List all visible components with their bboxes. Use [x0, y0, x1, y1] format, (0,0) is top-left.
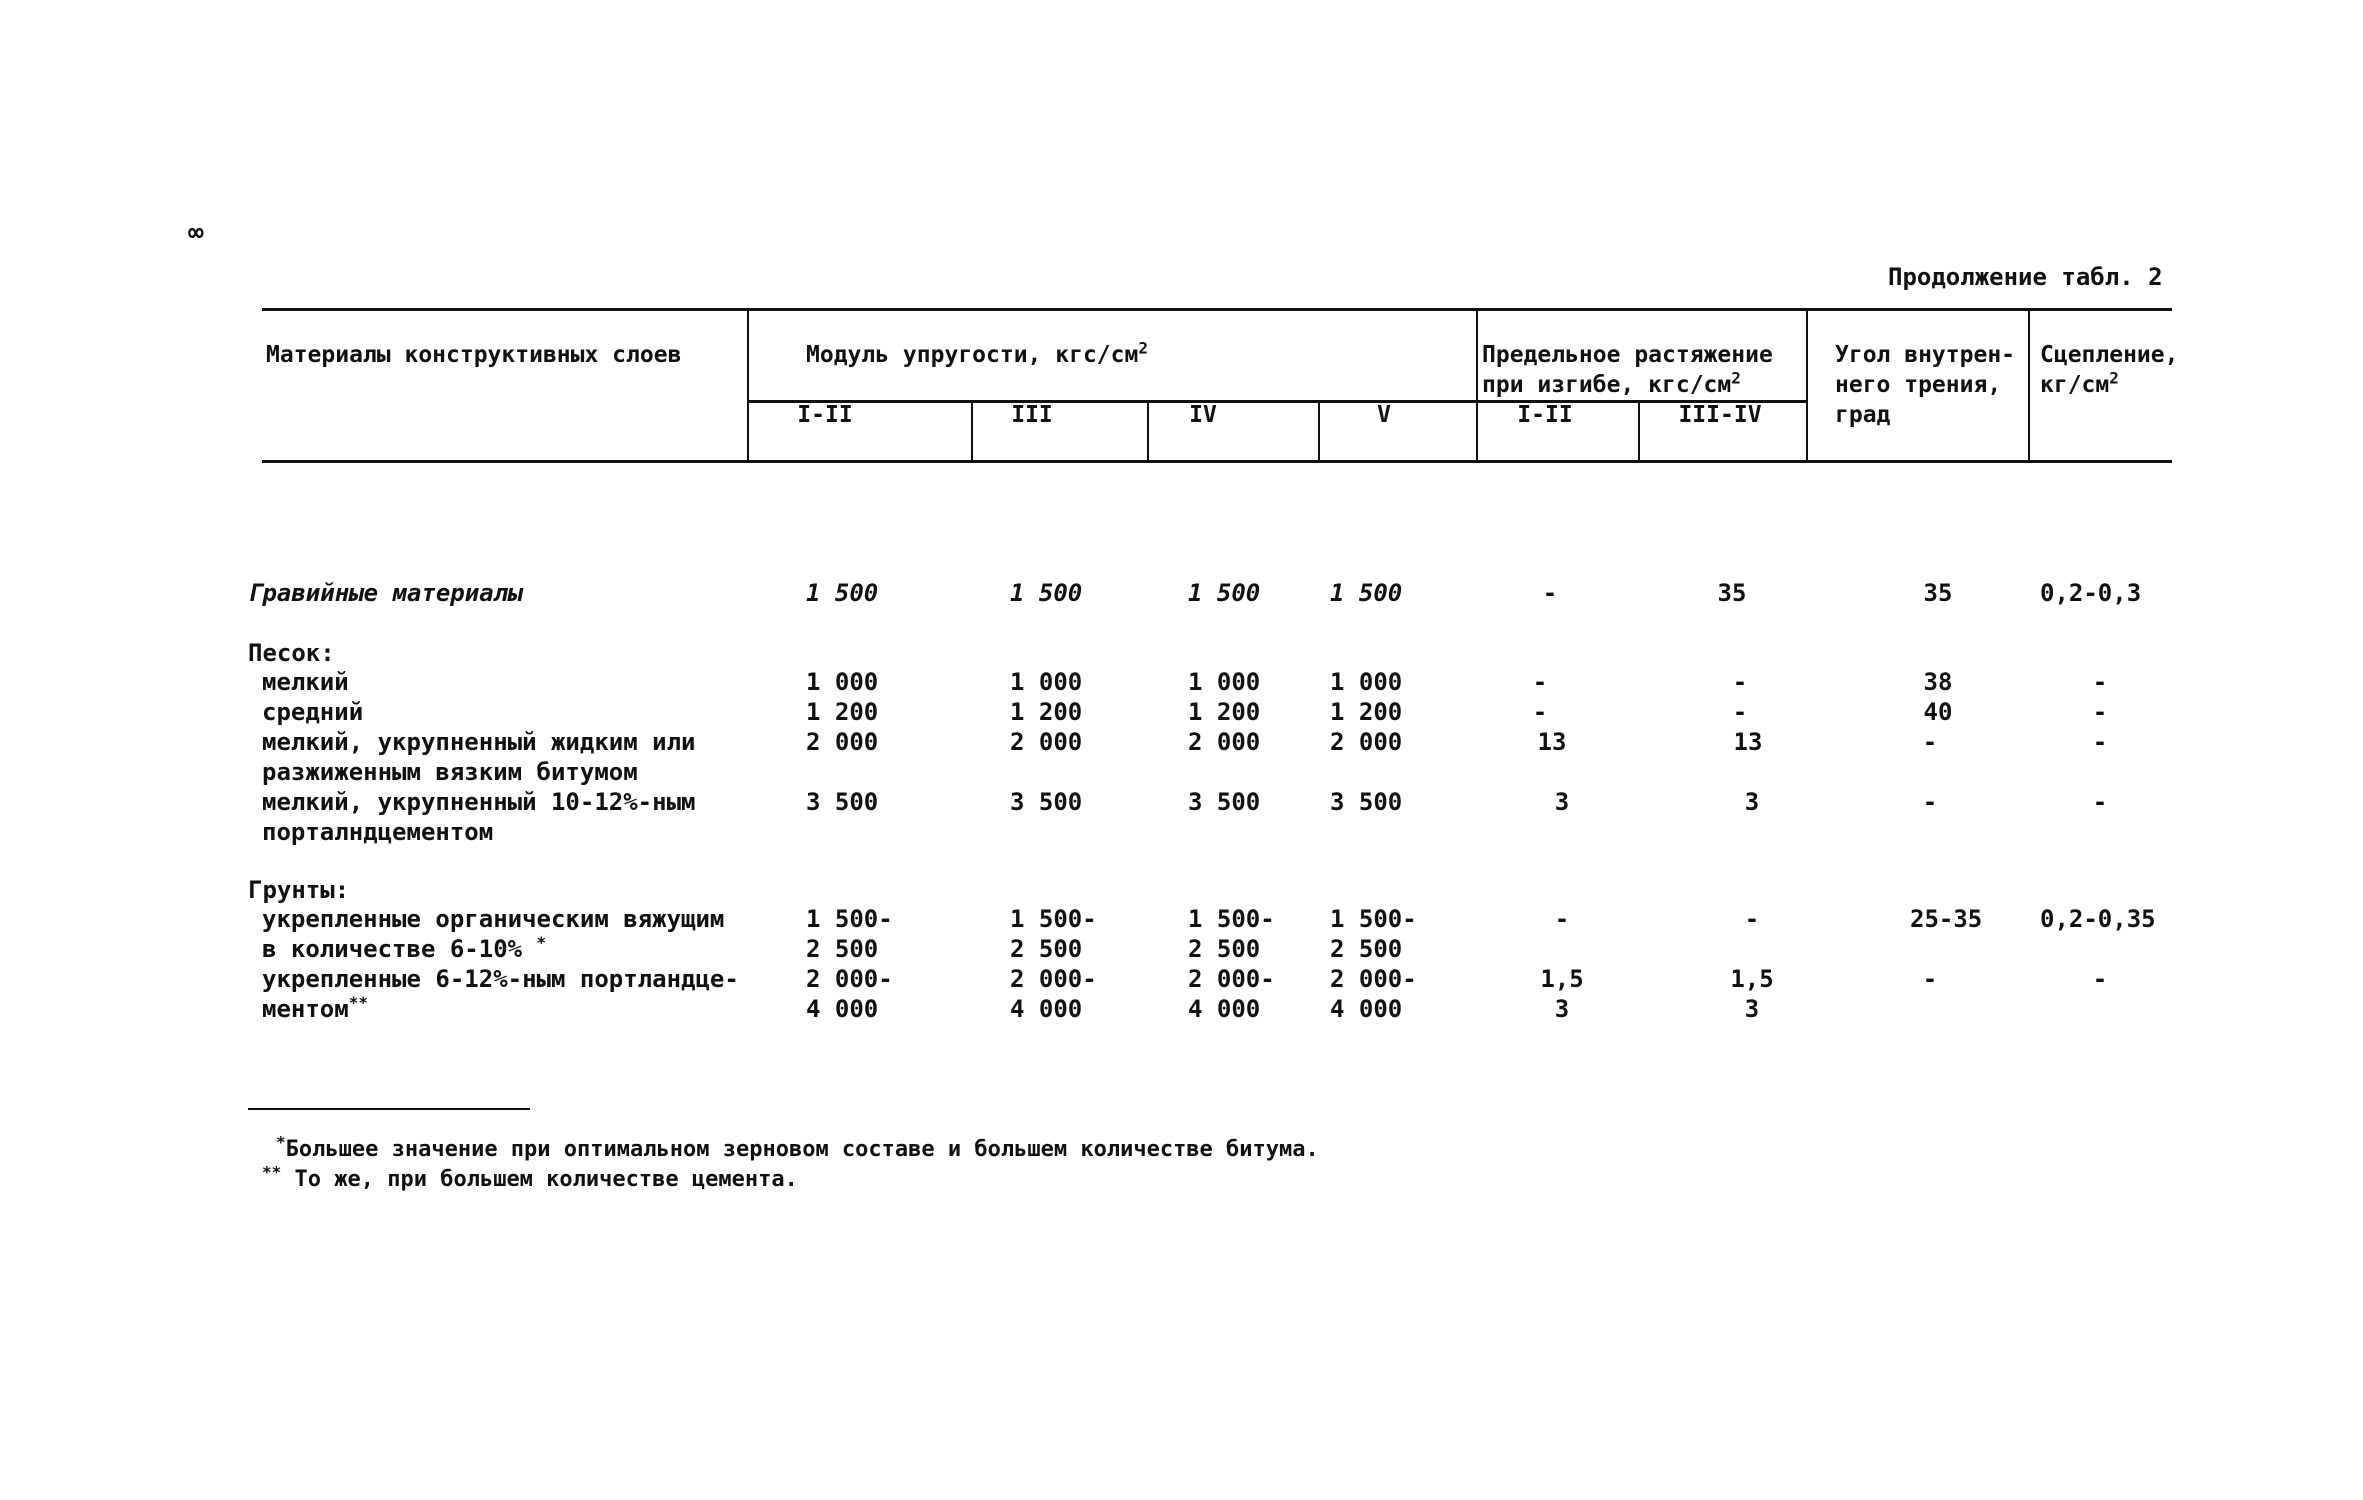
table-caption: Продолжение табл. 2	[1888, 263, 2163, 291]
cell: 3	[1744, 995, 1760, 1023]
footnote-ref: **	[348, 993, 368, 1012]
cell: 1 000	[1188, 668, 1261, 696]
row-sand-cement-name-1: мелкий, укрупненный 10-12%-ным	[262, 788, 696, 816]
cell: 3	[1554, 995, 1570, 1023]
row-soil-organic-name-1: укрепленные органическим вяжущим	[262, 905, 725, 933]
row-sand-fine-name: мелкий	[262, 668, 349, 696]
cell: -	[1532, 698, 1548, 726]
cell: 0,2-0,3	[2040, 579, 2142, 607]
col-divider	[747, 309, 749, 461]
cell: -	[2092, 698, 2108, 726]
cell: 1 200	[806, 698, 879, 726]
header-cohesion-line2	[2040, 370, 2119, 400]
cell: 1 000	[1010, 668, 1083, 696]
row-gravel-name: Гравийные материалы	[248, 579, 523, 607]
cell: 3 500	[1188, 788, 1261, 816]
row-sand-cement-name-2: порталндцементом	[262, 818, 494, 846]
cell: -	[1922, 728, 1938, 756]
col-divider	[1806, 309, 1808, 461]
cell: 1 500-	[1330, 905, 1417, 933]
subheader-modulus-3: IV	[1189, 402, 1217, 428]
cell: 4 000	[806, 995, 879, 1023]
cell: 3 500	[1330, 788, 1403, 816]
header-bottom-rule	[262, 460, 2172, 463]
cell: -	[2092, 728, 2108, 756]
footnote-1-mark: *	[276, 1132, 286, 1152]
cell: -	[1922, 788, 1938, 816]
cell: 2 000	[806, 728, 879, 756]
cell: 2 000-	[1010, 965, 1097, 993]
cell: 2 500	[1188, 935, 1261, 963]
cell: 1 500	[1010, 579, 1083, 607]
cell: 4 000	[1010, 995, 1083, 1023]
cell: 3	[1554, 788, 1570, 816]
header-materials: Материалы конструктивных слоев	[266, 342, 682, 368]
cell: 3 500	[1010, 788, 1083, 816]
row-soil-cement-name-text: ментом	[262, 995, 349, 1023]
cell: 2 500	[1010, 935, 1083, 963]
header-modulus-text: Модуль упругости, кгс/см	[806, 342, 1139, 368]
cell: 3	[1744, 788, 1760, 816]
group-sand: Песок:	[248, 639, 335, 667]
cell: 1 500	[1188, 579, 1261, 607]
subheader-modulus-4: V	[1377, 402, 1391, 428]
subheader-tension-1: I-II	[1517, 402, 1573, 428]
cell: 1 500	[1330, 579, 1403, 607]
header-modulus-sup: 2	[1138, 338, 1148, 358]
footnote-1	[276, 1132, 1319, 1165]
cell: 40	[1923, 698, 1953, 726]
cell: 1 200	[1010, 698, 1083, 726]
cell: -	[2092, 788, 2108, 816]
header-tension-text: при изгибе, кгс/см	[1482, 372, 1732, 398]
header-tension-sup: 2	[1731, 368, 1741, 388]
cell: -	[2092, 965, 2108, 993]
row-soil-organic-name-text: в количестве 6-10%	[262, 935, 523, 963]
header-cohesion-sup: 2	[2109, 368, 2119, 388]
cell: 4 000	[1330, 995, 1403, 1023]
row-sand-bitumen-name-1: мелкий, укрупненный жидким или	[262, 728, 696, 756]
cell: 1 500-	[1188, 905, 1275, 933]
subheader-modulus-1: I-II	[797, 402, 853, 428]
cell: 38	[1923, 668, 1953, 696]
row-soil-cement-name-2	[262, 994, 368, 1024]
header-cohesion-text: кг/см	[2040, 372, 2110, 398]
cell: -	[1922, 965, 1938, 993]
cell: 1,5	[1730, 965, 1774, 993]
cell: 3 500	[806, 788, 879, 816]
header-angle-line2: него трения,	[1835, 372, 2002, 398]
cell: 1 000	[806, 668, 879, 696]
header-angle-line1: Угол внутрен-	[1835, 342, 2016, 368]
cell: 1 500-	[806, 905, 893, 933]
row-sand-medium-name: средний	[262, 698, 364, 726]
header-tension-line1: Предельное растяжение	[1482, 342, 1773, 368]
row-soil-cement-name-1: укрепленные 6-12%-ным портландце-	[262, 965, 739, 993]
group-soil: Грунты:	[248, 876, 350, 904]
cell: 2 000-	[1330, 965, 1417, 993]
cell: -	[1744, 905, 1760, 933]
cell: -	[1554, 905, 1570, 933]
cell: 35	[1923, 579, 1953, 607]
cell: 2 000-	[1188, 965, 1275, 993]
footnote-2-text: То же, при большем количестве цемента.	[294, 1167, 798, 1192]
cell: 2 000	[1188, 728, 1261, 756]
cell: 2 000	[1330, 728, 1403, 756]
row-soil-organic-name-2	[262, 934, 546, 964]
row-sand-bitumen-name-2: разжиженным вязким битумом	[262, 758, 638, 786]
cell: 1 200	[1330, 698, 1403, 726]
col-divider	[2028, 309, 2030, 461]
cell: -	[2092, 668, 2108, 696]
footnote-ref: *	[536, 933, 547, 952]
cell: 2 000-	[806, 965, 893, 993]
cell: 1 200	[1188, 698, 1261, 726]
cell: 4 000	[1188, 995, 1261, 1023]
cell: -	[1732, 668, 1748, 696]
page-marker: ∞	[188, 218, 204, 248]
cell: -	[1542, 579, 1558, 607]
header-angle-line3: град	[1835, 402, 1891, 428]
cell: 2 000	[1010, 728, 1083, 756]
cell: 1 000	[1330, 668, 1403, 696]
header-tension-line2	[1482, 370, 1741, 400]
table-top-rule	[262, 308, 2172, 311]
cell: -	[1532, 668, 1548, 696]
cell: 13	[1733, 728, 1763, 756]
col-divider	[1638, 401, 1640, 461]
header-modulus	[806, 340, 1148, 370]
col-divider	[1476, 309, 1478, 461]
header-cohesion-line1: Сцепление,	[2040, 342, 2179, 368]
cell: 25-35	[1910, 905, 1983, 933]
cell: 35	[1717, 579, 1747, 607]
subheader-rule	[748, 400, 1808, 403]
subheader-modulus-2: III	[1011, 402, 1053, 428]
footnote-2	[262, 1162, 798, 1195]
cell: 1,5	[1540, 965, 1584, 993]
footnote-1-text: Большее значение при оптимальном зерновом составе и большем количестве битума.	[285, 1137, 1319, 1162]
subheader-tension-2: III-IV	[1678, 402, 1762, 428]
cell: 2 500	[806, 935, 879, 963]
footnote-separator	[248, 1108, 530, 1110]
cell: 2 500	[1330, 935, 1403, 963]
cell: -	[1732, 698, 1748, 726]
cell: 1 500-	[1010, 905, 1097, 933]
cell: 13	[1537, 728, 1567, 756]
footnote-2-mark: **	[262, 1162, 282, 1182]
cell: 1 500	[806, 579, 879, 607]
cell: 0,2-0,35	[2040, 905, 2156, 933]
